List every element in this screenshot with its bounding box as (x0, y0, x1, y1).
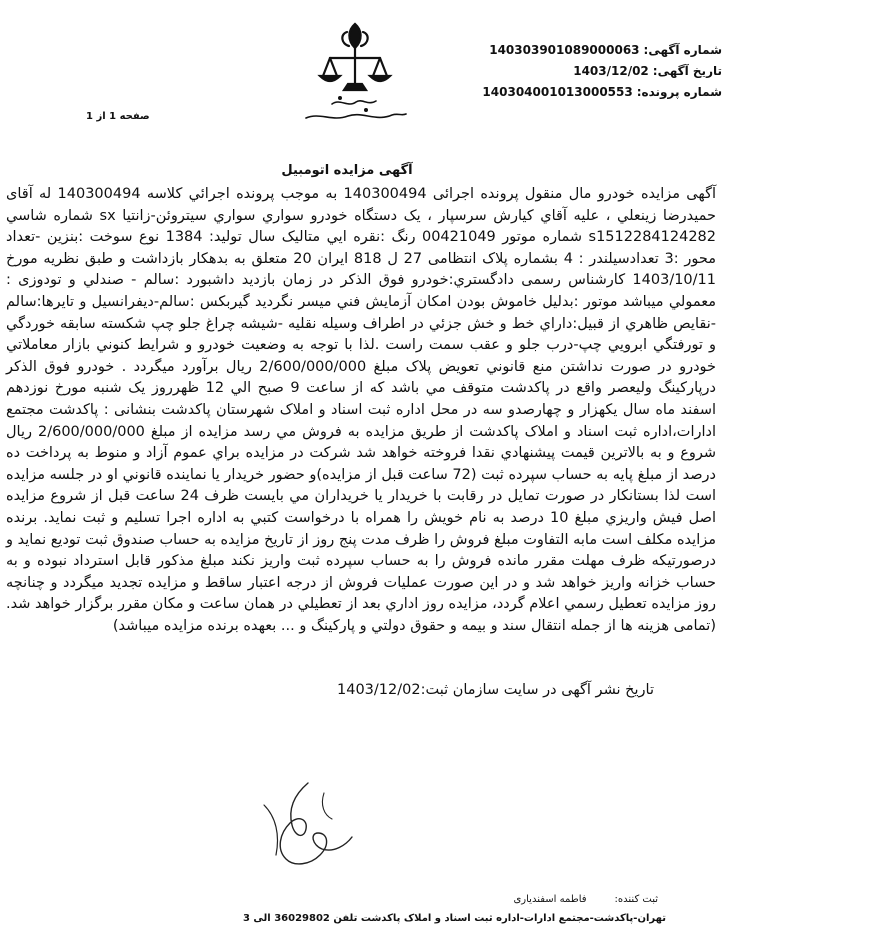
judiciary-emblem-logo (296, 18, 414, 130)
page-count: صفحه 1 از 1 (86, 111, 150, 122)
publication-date-line: تاریخ نشر آگهی در سایت سازمان ثبت:1403/12/02 (337, 682, 654, 698)
emblem-calligraphy (306, 97, 406, 118)
ad-date-label: تاریخ آگهی: (652, 64, 722, 78)
registrar-line (513, 894, 658, 905)
notice-metadata (482, 40, 722, 103)
ad-date-row (482, 61, 722, 82)
notice-body (6, 184, 716, 637)
handwritten-signature (246, 775, 358, 875)
footer-address: تهران-پاکدشت-مجتمع ادارات-اداره ثبت اسناد و املاک پاکدشت تلفن 36029802 الی 3 (242, 913, 666, 924)
notice-title: آگهی مزایده اتومبیل (281, 163, 413, 178)
ad-number-row (482, 40, 722, 61)
registrar-name: فاطمه اسفندیاری (513, 894, 587, 905)
case-number-row (482, 82, 722, 103)
notice-body-text: آگهی مزایده خودرو مال منقول پرونده اجرائی 140300494 به موجب پرونده اجرائي كلاسه 140300494 له آقای حمیدرضا زینعلي ، علیه آقاي كيارش سرسپار ، يک دستگاه خودرو سواري سواري سيتروئن-زانتيا sx شماره شاسي s1512284124282 شماره موتور 00421049 رنگ :نقره ايي متاليک سال توليد: 1384 نوع سوخت :بنزين -تعداد محور :3 تعدادسيلندر : 4 بشماره پلاک انتظامی 27 ل 818 ايران 20 متعلق به بدهكار بازداشت و طبق نظريه مورخ 1403/10/11 كارشناس رسمی دادگستري:خودرو فوق الذكر در زمان بازديد داشبورد :سالم - صندلي و تودوزی : معمولي ميباشد موتور :بدليل خاموش بودن امكان آزمايش فني ميسر نگرديد گيربكس :سالم-ديفرانسيل و تايرها:سالم -نقايص ظاهري از قبيل:داراي خط و خش جزئي در اطراف وسيله نقليه -شيشه چراغ جلو چپ شكسته سابقه خوردگي و تورفتگي ابرويي چپ-درب جلو و عقب سمت راست .لذا با توجه به وضعيت خودرو و شرايط كنوني بازار معاملاتي خودرو در صورت نداشتن منع قانوني تعويض پلاک مبلغ 2/600/000/000 ريال برآورد ميگردد . خودرو فوق الذكر درپاركينگ وليعصر واقع در پاكدشت متوقف مي باشد كه از ساعت 9 صبح الي 12 ظهرروز يک شنبه مورخ نوزدهم اسفند ماه سال يكهزار و چهارصدو سه در محل اداره ثبت اسناد و املاک شهرستان پاكدشت بنشانی : پاكدشت مجتمع ادارات،اداره ثبت اسناد و املاک پاكدشت از طريق مزايده به فروش مي رسد مزايده از مبلغ 2/600/000/000 ريال شروع و به بالاترين قيمت پيشنهادي نقدا فروخته خواهد شد شركت در مزايده براي عموم آزاد و منوط به پرداخت ده درصد از مبلغ پايه به حساب سپرده ثبت (72 ساعت قبل از مزايده)و حضور خريدار يا نماينده قانوني او در جلسه مزايده است لذا بستانكار در صورت تمايل در رقابت با خريدار يا خريداران مي بايست ظرف 24 ساعت قبل از شروع مزايده اصل فيش واريزي مبلغ 10 درصد به نام خويش را همراه با درخواست كتبي به اداره اجرا تسليم و ثبت نمايد. برنده مزايده مكلف است مابه التفاوت مبلغ فروش را ظرف مدت پنج روز از تاريخ مزايده به حساب صندوق ثبت توديع نمايد و درصورتيكه ظرف مهلت مقرر مانده فروش را به حساب سپرده ثبت واريز نكند مبلغ مذكور قابل استرداد نبوده و به حساب خزانه واريز خواهد شد و در اين صورت عمليات فروش از درجه اعتبار ساقط و مزايده تجديد ميگردد و چنانچه روز مزايده تعطيل رسمي اعلام گردد، مزايده روز اداري بعد از تعطيلي در همان ساعت و مكان مقرر برگزار خواهد شد. (تمامی هزينه ها از جمله انتقال سند و بيمه و حقوق دولتي و پاركينگ و ... بعهده برنده مزايده ميباشد) (6, 186, 717, 634)
ad-number: 140303901089000063 (489, 43, 640, 57)
ad-date: 1403/12/02 (573, 64, 649, 78)
case-number: 140304001013000553 (482, 85, 633, 99)
scales-of-justice-icon (320, 24, 390, 90)
case-number-label: شماره پرونده: (636, 85, 722, 99)
registrar-label: ثبت کننده: (614, 894, 658, 905)
ad-number-label: شماره آگهی: (643, 43, 722, 57)
